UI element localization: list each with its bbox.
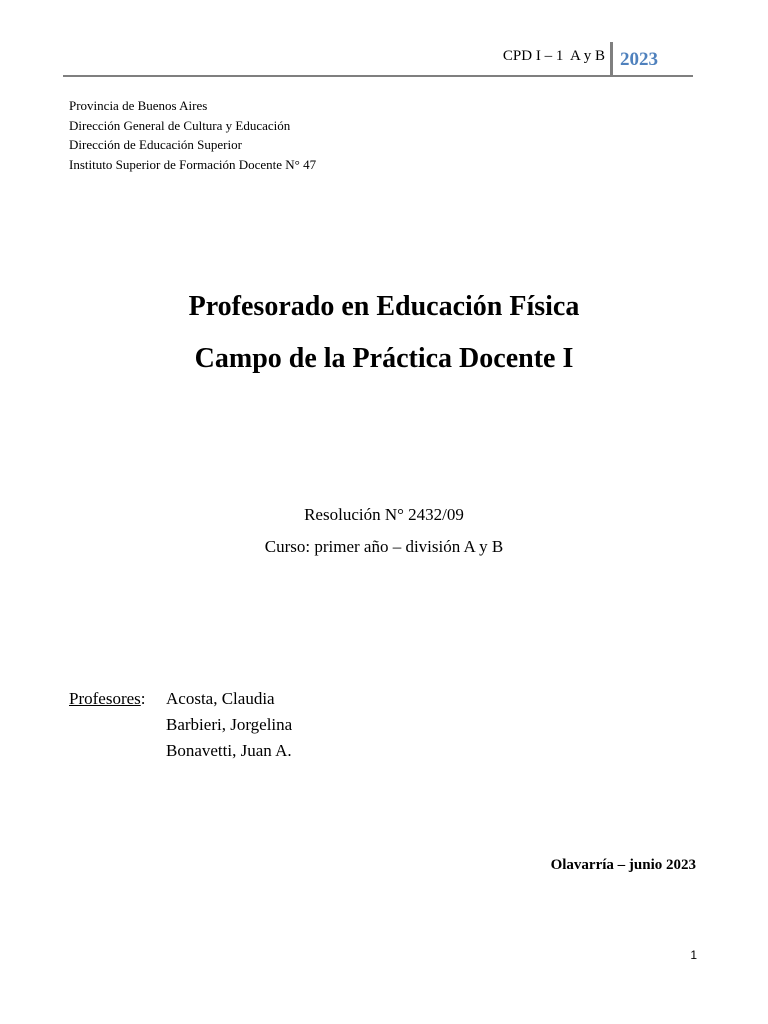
teachers-row	[69, 686, 292, 712]
institution-province: Provincia de Buenos Aires	[69, 98, 208, 113]
resolution-line: Resolución N° 2432/09	[304, 505, 464, 524]
teacher-name: Barbieri, Jorgelina	[166, 715, 293, 734]
header-document-code: CPD I – 1 A y B	[502, 48, 605, 64]
institution-directorate: Dirección General de Cultura y Educación	[69, 117, 291, 133]
teacher-name: Bonavetti, Juan A.	[166, 741, 292, 760]
teachers-label-cell	[69, 686, 166, 712]
place-date: Olavarría – junio 2023	[550, 857, 696, 873]
institution-higher-education: Dirección de Educación Superior	[69, 137, 242, 152]
header-rule	[63, 75, 693, 77]
page-title: Profesorado en Educación Física	[188, 291, 580, 322]
course-line: Curso: primer año – división A y B	[264, 537, 504, 556]
institution-block	[69, 96, 316, 174]
teachers-label-separator: :	[140, 689, 146, 708]
teachers-label: Profesores	[69, 689, 141, 708]
title-block	[0, 288, 768, 392]
teachers-block	[69, 686, 292, 764]
teachers-row	[69, 738, 292, 764]
info-block	[0, 504, 768, 568]
page-subtitle: Campo de la Práctica Docente I	[194, 343, 574, 374]
header-year: 2023	[620, 49, 658, 70]
teacher-name: Acosta, Claudia	[166, 689, 275, 708]
page-header	[0, 0, 768, 80]
page-number: 1	[690, 948, 697, 962]
teachers-row	[69, 712, 292, 738]
header-divider	[610, 42, 613, 76]
institution-institute: Instituto Superior de Formación Docente N° 47	[69, 156, 317, 172]
